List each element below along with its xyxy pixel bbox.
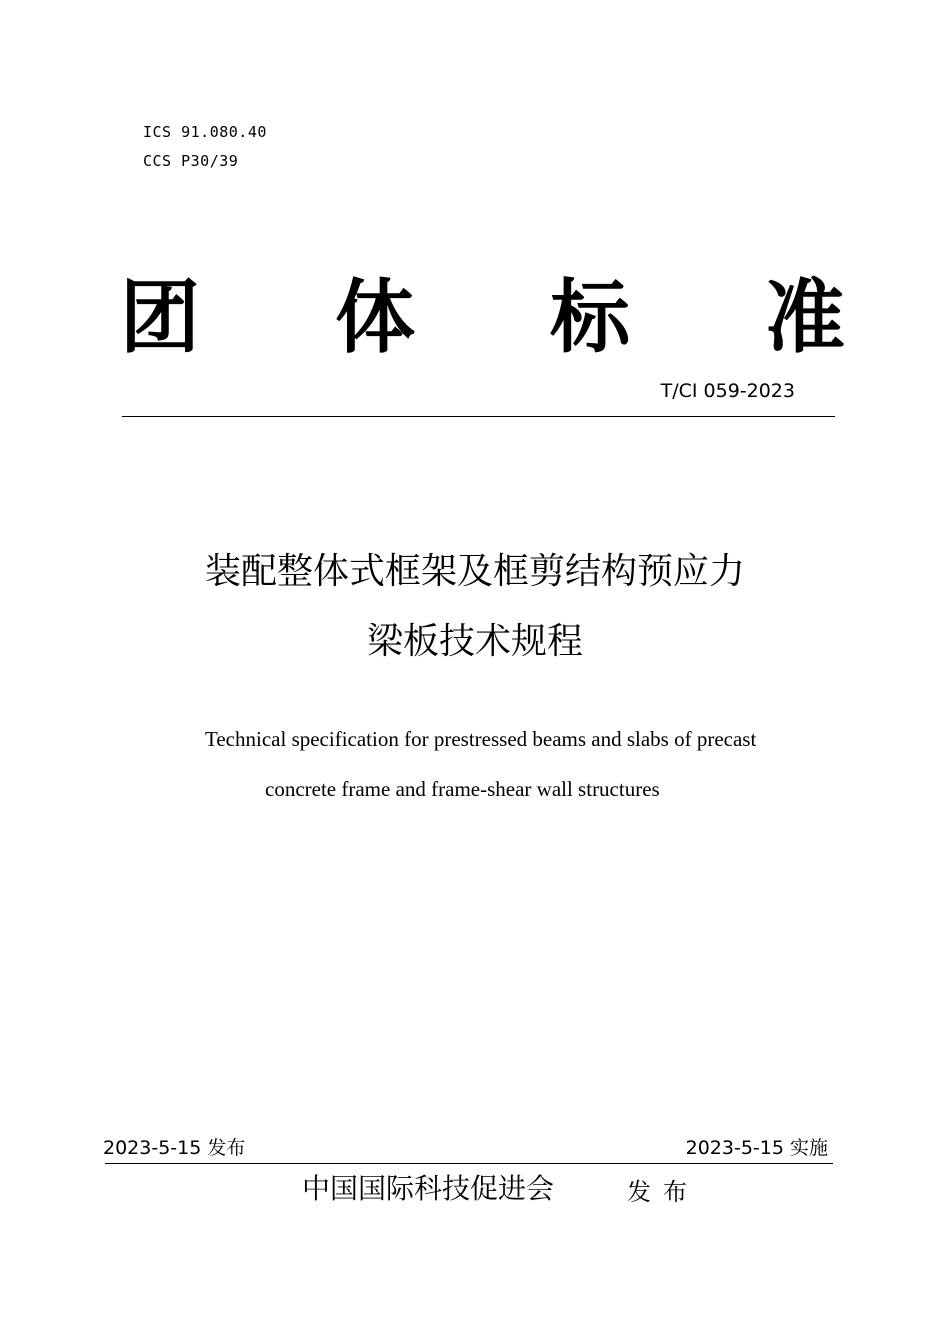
issuer-name: 中国国际科技促进会 (302, 1172, 555, 1205)
title-char: 准 (765, 271, 845, 364)
title-char: 团 (120, 271, 200, 364)
implement-date: 2023-5-15 实施 (685, 1137, 828, 1159)
english-title-line-1: Technical specification for prestressed beams and slabs of precast (205, 727, 757, 751)
ccs-code: CCS P30/39 (143, 152, 239, 170)
title-char: 体 (335, 271, 415, 364)
chinese-title-line-1: 装配整体式框架及框剪结构预应力 (204, 551, 745, 592)
chinese-title-line-2: 梁板技术规程 (366, 621, 583, 662)
standard-number: T/CI 059-2023 (660, 380, 795, 402)
ics-code: ICS 91.080.40 (143, 123, 267, 141)
issue-label: 发布 (627, 1178, 699, 1206)
publish-date: 2023-5-15 发布 (103, 1137, 246, 1159)
header-divider (122, 416, 835, 417)
footer-divider (105, 1163, 833, 1164)
english-title-line-2: concrete frame and frame-shear wall structures (265, 777, 660, 801)
title-char: 标 (550, 271, 630, 364)
document-type-title (120, 270, 845, 365)
